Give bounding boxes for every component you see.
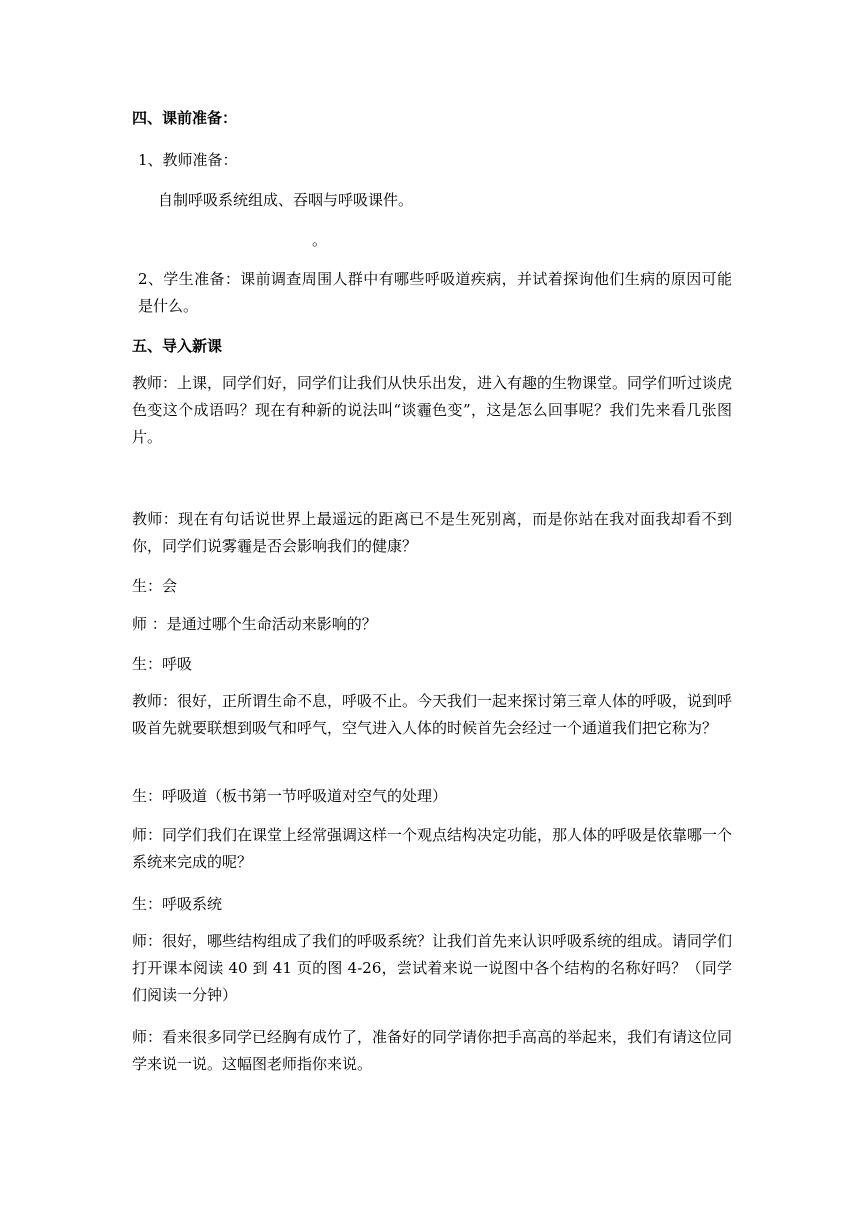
teacher-prep-label: 1、教师准备： — [138, 151, 238, 169]
dialogue-paragraph-7: 生：呼吸道（板书第一节呼吸道对空气的处理） — [132, 787, 448, 805]
prep-heading: 四、课前准备： — [132, 109, 238, 127]
dialogue-paragraph-2: 教师：现在有句话说世界上最遥远的距离已不是生死别离，而是你站在我对面我却看不到你，同学们说雾霾是否会影响我们的健康？ — [132, 510, 732, 555]
intro-heading: 五、导入新课 — [132, 337, 223, 355]
dialogue-paragraph-5: 生：呼吸 — [132, 655, 193, 673]
dialogue-paragraph-1: 教师：上课，同学们好，同学们让我们从快乐出发，进入有趣的生物课堂。同学们听过谈虎色变这个成语吗？现在有种新的说法叫“谈霾色变”，这是怎么回事呢？我们先来看几张图片。 — [132, 374, 733, 446]
dialogue-paragraph-8: 师：同学们我们在课堂上经常强调这样一个观点结构决定功能，那人体的呼吸是依靠哪一个系统来完成的呢？ — [132, 826, 733, 871]
dialogue-paragraph-4: 师 ：是通过哪个生命活动来影响的？ — [132, 615, 377, 633]
dialogue-paragraph-9: 生：呼吸系统 — [132, 895, 223, 913]
student-prep: 2、学生准备：课前调查周围人群中有哪些呼吸道疾病，并试着探询他们生病的原因可能是什么。 — [138, 270, 732, 315]
teacher-prep-text: 自制呼吸系统组成、吞咽与呼吸课件。 — [158, 191, 414, 209]
dialogue-paragraph-6: 教师：很好，正所谓生命不息，呼吸不止。今天我们一起来探讨第三章人体的呼吸，说到呼吸首先就要联想到吸气和呼气，空气进入人体的时候首先会经过一个通道我们把它称为？ — [132, 692, 733, 737]
stray-mark: 。 — [312, 231, 328, 249]
dialogue-paragraph-10: 师：很好，哪些结构组成了我们的呼吸系统？让我们首先来认识呼吸系统的组成。请同学们打开课本阅读 40 到 41 页的图 4-26，尝试着来说一说图中各个结构的名称好吗？（同学们阅读一分钟） — [132, 932, 733, 1004]
dialogue-paragraph-3: 生：会 — [132, 577, 178, 595]
dialogue-paragraph-11: 师：看来很多同学已经胸有成竹了，准备好的同学请你把手高高的举起来，我们有请这位同学来说一说。这幅图老师指你来说。 — [132, 1028, 733, 1073]
